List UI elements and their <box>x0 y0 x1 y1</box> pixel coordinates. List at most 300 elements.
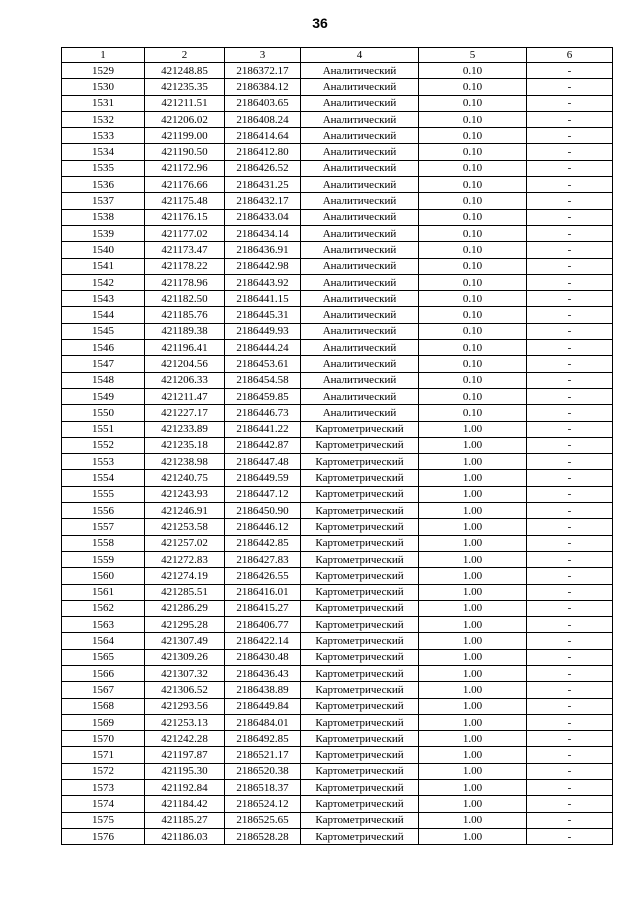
table-cell: Картометрический <box>301 535 419 551</box>
table-cell: 421242.28 <box>145 731 225 747</box>
table-row <box>62 437 613 453</box>
table-row <box>62 372 613 388</box>
table-row <box>62 144 613 160</box>
table-cell: 2186450.90 <box>225 503 301 519</box>
table-cell: 1545 <box>62 323 145 339</box>
table-cell: 421274.19 <box>145 568 225 584</box>
table-cell: 0.10 <box>419 356 527 372</box>
table-cell: 1559 <box>62 551 145 567</box>
table-cell: 1541 <box>62 258 145 274</box>
table-cell: 0.10 <box>419 405 527 421</box>
table-body <box>62 63 613 845</box>
table-row <box>62 649 613 665</box>
table-cell: 2186415.27 <box>225 600 301 616</box>
table-cell: - <box>527 274 613 290</box>
table-cell: 421176.15 <box>145 209 225 225</box>
table-cell: Аналитический <box>301 291 419 307</box>
table-cell: 0.10 <box>419 340 527 356</box>
table-cell: 0.10 <box>419 95 527 111</box>
table-cell: 421185.27 <box>145 812 225 828</box>
table-cell: 421192.84 <box>145 780 225 796</box>
table-row <box>62 323 613 339</box>
table-cell: 421197.87 <box>145 747 225 763</box>
table-cell: 1548 <box>62 372 145 388</box>
table-cell: 2186446.12 <box>225 519 301 535</box>
table-cell: 1558 <box>62 535 145 551</box>
table-cell: 1568 <box>62 698 145 714</box>
table-row <box>62 79 613 95</box>
table-cell: Аналитический <box>301 63 419 79</box>
table-cell: Картометрический <box>301 747 419 763</box>
table-cell: 2186416.01 <box>225 584 301 600</box>
table-cell: 1.00 <box>419 617 527 633</box>
table-cell: 421211.51 <box>145 95 225 111</box>
table-cell: 421309.26 <box>145 649 225 665</box>
table-row <box>62 242 613 258</box>
table-cell: 1.00 <box>419 747 527 763</box>
table-cell: 0.10 <box>419 144 527 160</box>
table-cell: - <box>527 584 613 600</box>
table-cell: - <box>527 421 613 437</box>
table-cell: - <box>527 535 613 551</box>
table-cell: 421253.13 <box>145 714 225 730</box>
table-cell: 1564 <box>62 633 145 649</box>
table-cell: 1553 <box>62 454 145 470</box>
table-cell: 421295.28 <box>145 617 225 633</box>
table-cell: - <box>527 617 613 633</box>
table-cell: 2186434.14 <box>225 225 301 241</box>
table-cell: 2186406.77 <box>225 617 301 633</box>
table-row <box>62 274 613 290</box>
table-cell: 2186520.38 <box>225 763 301 779</box>
table-cell: Аналитический <box>301 356 419 372</box>
table-cell: 1.00 <box>419 731 527 747</box>
table-cell: 2186431.25 <box>225 177 301 193</box>
table-cell: 1572 <box>62 763 145 779</box>
table-cell: Аналитический <box>301 144 419 160</box>
table-cell: - <box>527 470 613 486</box>
table-cell: 421238.98 <box>145 454 225 470</box>
table-cell: 1.00 <box>419 535 527 551</box>
table-cell: Картометрический <box>301 763 419 779</box>
table-row <box>62 584 613 600</box>
table-cell: 2186453.61 <box>225 356 301 372</box>
table-cell: 1.00 <box>419 600 527 616</box>
table-cell: 421243.93 <box>145 486 225 502</box>
table-cell: 1536 <box>62 177 145 193</box>
table-row <box>62 617 613 633</box>
table-cell: 2186447.12 <box>225 486 301 502</box>
table-cell: - <box>527 323 613 339</box>
table-cell: 1549 <box>62 388 145 404</box>
table-row <box>62 356 613 372</box>
table-cell: 2186436.91 <box>225 242 301 258</box>
table-row <box>62 340 613 356</box>
table-cell: 1.00 <box>419 470 527 486</box>
table-row <box>62 111 613 127</box>
table-cell: Картометрический <box>301 633 419 649</box>
table-row <box>62 747 613 763</box>
table-cell: 2186484.01 <box>225 714 301 730</box>
table-cell: - <box>527 209 613 225</box>
table-cell: 1538 <box>62 209 145 225</box>
table-cell: 421307.49 <box>145 633 225 649</box>
table-cell: 421233.89 <box>145 421 225 437</box>
table-cell: - <box>527 828 613 844</box>
table-cell: 421175.48 <box>145 193 225 209</box>
table-row <box>62 225 613 241</box>
table-cell: - <box>527 388 613 404</box>
table-cell: 1.00 <box>419 665 527 681</box>
table-cell: 421199.00 <box>145 128 225 144</box>
table-cell: 2186449.59 <box>225 470 301 486</box>
table-cell: - <box>527 63 613 79</box>
table-cell: 1576 <box>62 828 145 844</box>
table-cell: - <box>527 340 613 356</box>
table-cell: 1.00 <box>419 763 527 779</box>
table-cell: - <box>527 796 613 812</box>
table-cell: Аналитический <box>301 388 419 404</box>
table-cell: 421190.50 <box>145 144 225 160</box>
table-row <box>62 682 613 698</box>
table-cell: Аналитический <box>301 372 419 388</box>
table-cell: 1547 <box>62 356 145 372</box>
page-number: 36 <box>312 15 328 31</box>
table-cell: 1554 <box>62 470 145 486</box>
table-cell: 1565 <box>62 649 145 665</box>
table-cell: Аналитический <box>301 95 419 111</box>
column-header: 5 <box>419 48 527 63</box>
table-row <box>62 486 613 502</box>
table-row <box>62 193 613 209</box>
table-row <box>62 63 613 79</box>
table-row <box>62 731 613 747</box>
table-cell: 2186442.85 <box>225 535 301 551</box>
table-cell: - <box>527 291 613 307</box>
table-cell: 2186446.73 <box>225 405 301 421</box>
table-cell: Аналитический <box>301 79 419 95</box>
table-cell: 0.10 <box>419 388 527 404</box>
table-cell: 0.10 <box>419 111 527 127</box>
table-cell: 1551 <box>62 421 145 437</box>
table-cell: 1575 <box>62 812 145 828</box>
table-cell: Картометрический <box>301 421 419 437</box>
column-header: 6 <box>527 48 613 63</box>
table-cell: 1.00 <box>419 503 527 519</box>
table-row <box>62 633 613 649</box>
table-cell: 2186444.24 <box>225 340 301 356</box>
table-cell: 1543 <box>62 291 145 307</box>
table-cell: 421235.35 <box>145 79 225 95</box>
table-cell: 1540 <box>62 242 145 258</box>
table-cell: Картометрический <box>301 812 419 828</box>
table-cell: Аналитический <box>301 111 419 127</box>
table-cell: 2186372.17 <box>225 63 301 79</box>
table-cell: - <box>527 372 613 388</box>
table-cell: 1.00 <box>419 421 527 437</box>
table-cell: 2186449.84 <box>225 698 301 714</box>
table-cell: 0.10 <box>419 242 527 258</box>
table-cell: 421253.58 <box>145 519 225 535</box>
table-cell: 2186438.89 <box>225 682 301 698</box>
table-cell: 2186384.12 <box>225 79 301 95</box>
table-cell: 1533 <box>62 128 145 144</box>
table-cell: 421178.96 <box>145 274 225 290</box>
table-cell: 1.00 <box>419 649 527 665</box>
table-row <box>62 454 613 470</box>
table-cell: 1529 <box>62 63 145 79</box>
table-cell: 1542 <box>62 274 145 290</box>
table-cell: 2186426.52 <box>225 160 301 176</box>
table-cell: Аналитический <box>301 340 419 356</box>
table-cell: 1557 <box>62 519 145 535</box>
table-cell: 0.10 <box>419 225 527 241</box>
table-cell: Картометрический <box>301 503 419 519</box>
table-cell: 421285.51 <box>145 584 225 600</box>
table-cell: 1546 <box>62 340 145 356</box>
table-row <box>62 503 613 519</box>
table-cell: 2186449.93 <box>225 323 301 339</box>
table-cell: 2186528.28 <box>225 828 301 844</box>
table-row <box>62 812 613 828</box>
table-row <box>62 160 613 176</box>
table-cell: - <box>527 714 613 730</box>
table-cell: - <box>527 649 613 665</box>
table-cell: 421189.38 <box>145 323 225 339</box>
table-cell: 421186.03 <box>145 828 225 844</box>
table-cell: - <box>527 503 613 519</box>
table-cell: 1562 <box>62 600 145 616</box>
table-cell: 2186422.14 <box>225 633 301 649</box>
table-cell: Аналитический <box>301 209 419 225</box>
table-cell: 421195.30 <box>145 763 225 779</box>
table-row <box>62 780 613 796</box>
table-cell: 0.10 <box>419 128 527 144</box>
table-cell: 1531 <box>62 95 145 111</box>
table-cell: 2186441.15 <box>225 291 301 307</box>
table-cell: Картометрический <box>301 796 419 812</box>
table-cell: 1567 <box>62 682 145 698</box>
table-cell: 0.10 <box>419 177 527 193</box>
table-cell: 2186454.58 <box>225 372 301 388</box>
table-cell: 2186445.31 <box>225 307 301 323</box>
table-cell: - <box>527 356 613 372</box>
table-cell: Картометрический <box>301 437 419 453</box>
table-cell: 2186518.37 <box>225 780 301 796</box>
table-cell: Аналитический <box>301 405 419 421</box>
table-cell: - <box>527 551 613 567</box>
table-cell: 1570 <box>62 731 145 747</box>
table-cell: 2186524.12 <box>225 796 301 812</box>
table-cell: 2186492.85 <box>225 731 301 747</box>
table-cell: Картометрический <box>301 617 419 633</box>
table-cell: 421286.29 <box>145 600 225 616</box>
table-cell: 1.00 <box>419 437 527 453</box>
table-cell: Аналитический <box>301 128 419 144</box>
table-cell: 421257.02 <box>145 535 225 551</box>
table-cell: - <box>527 128 613 144</box>
table-cell: - <box>527 568 613 584</box>
table-row <box>62 421 613 437</box>
table-cell: 1.00 <box>419 568 527 584</box>
table-cell: Картометрический <box>301 584 419 600</box>
table-row <box>62 551 613 567</box>
table-cell: 1544 <box>62 307 145 323</box>
table-row <box>62 307 613 323</box>
table-cell: 0.10 <box>419 63 527 79</box>
table-cell: 1552 <box>62 437 145 453</box>
table-cell: - <box>527 258 613 274</box>
table-cell: 1.00 <box>419 633 527 649</box>
table-cell: 1.00 <box>419 486 527 502</box>
table-cell: 421185.76 <box>145 307 225 323</box>
table-cell: 2186403.65 <box>225 95 301 111</box>
table-row <box>62 209 613 225</box>
table-cell: Картометрический <box>301 454 419 470</box>
table-cell: - <box>527 633 613 649</box>
table-cell: 1532 <box>62 111 145 127</box>
table-cell: Аналитический <box>301 160 419 176</box>
table-cell: 421307.32 <box>145 665 225 681</box>
table-cell: 2186521.17 <box>225 747 301 763</box>
table-cell: 421204.56 <box>145 356 225 372</box>
table-row <box>62 600 613 616</box>
table-cell: - <box>527 780 613 796</box>
table-cell: 421206.33 <box>145 372 225 388</box>
table-cell: Аналитический <box>301 242 419 258</box>
table-cell: 421182.50 <box>145 291 225 307</box>
column-header: 2 <box>145 48 225 63</box>
table-cell: 1563 <box>62 617 145 633</box>
table-cell: - <box>527 307 613 323</box>
table-cell: 421206.02 <box>145 111 225 127</box>
table-cell: 2186441.22 <box>225 421 301 437</box>
table-cell: Аналитический <box>301 193 419 209</box>
table-cell: 1569 <box>62 714 145 730</box>
table-row <box>62 177 613 193</box>
table-cell: 1530 <box>62 79 145 95</box>
table-cell: Картометрический <box>301 698 419 714</box>
table-row <box>62 519 613 535</box>
table-cell: 421172.96 <box>145 160 225 176</box>
table-cell: - <box>527 79 613 95</box>
table-row <box>62 828 613 844</box>
table-cell: 1537 <box>62 193 145 209</box>
table-cell: 2186432.17 <box>225 193 301 209</box>
table-cell: - <box>527 242 613 258</box>
table-cell: 2186447.48 <box>225 454 301 470</box>
table-cell: Аналитический <box>301 307 419 323</box>
table-row <box>62 698 613 714</box>
table-cell: 2186433.04 <box>225 209 301 225</box>
table-cell: 421184.42 <box>145 796 225 812</box>
table-cell: 2186430.48 <box>225 649 301 665</box>
table-cell: 0.10 <box>419 160 527 176</box>
table-cell: 0.10 <box>419 291 527 307</box>
table-cell: 421293.56 <box>145 698 225 714</box>
table-row <box>62 763 613 779</box>
table-cell: 1.00 <box>419 551 527 567</box>
table-cell: - <box>527 731 613 747</box>
table-cell: 2186412.80 <box>225 144 301 160</box>
table-cell: 421196.41 <box>145 340 225 356</box>
table-cell: 0.10 <box>419 193 527 209</box>
table-cell: 421306.52 <box>145 682 225 698</box>
table-header-row <box>62 48 613 63</box>
table-cell: - <box>527 812 613 828</box>
table-row <box>62 95 613 111</box>
table-cell: - <box>527 682 613 698</box>
column-header: 3 <box>225 48 301 63</box>
table-cell: 421248.85 <box>145 63 225 79</box>
table-cell: 1.00 <box>419 454 527 470</box>
table-cell: 421227.17 <box>145 405 225 421</box>
table-row <box>62 291 613 307</box>
table-cell: 2186525.65 <box>225 812 301 828</box>
table-row <box>62 714 613 730</box>
table-cell: 1.00 <box>419 828 527 844</box>
table-cell: - <box>527 519 613 535</box>
table-cell: 1535 <box>62 160 145 176</box>
table-cell: 1.00 <box>419 682 527 698</box>
table-cell: Картометрический <box>301 731 419 747</box>
table-cell: 1.00 <box>419 584 527 600</box>
table-cell: 2186442.87 <box>225 437 301 453</box>
table-cell: 421246.91 <box>145 503 225 519</box>
table-cell: 1.00 <box>419 698 527 714</box>
table-cell: - <box>527 665 613 681</box>
table-cell: 2186459.85 <box>225 388 301 404</box>
table-cell: Аналитический <box>301 274 419 290</box>
table-cell: 1555 <box>62 486 145 502</box>
table-cell: 1573 <box>62 780 145 796</box>
table-row <box>62 258 613 274</box>
table-cell: Аналитический <box>301 258 419 274</box>
table-cell: Картометрический <box>301 714 419 730</box>
table-cell: 2186414.64 <box>225 128 301 144</box>
table-cell: 1574 <box>62 796 145 812</box>
table-cell: 1534 <box>62 144 145 160</box>
column-header: 4 <box>301 48 419 63</box>
table-cell: Картометрический <box>301 519 419 535</box>
table-cell: 2186443.92 <box>225 274 301 290</box>
table-cell: 1571 <box>62 747 145 763</box>
table-cell: - <box>527 160 613 176</box>
table-cell: 421177.02 <box>145 225 225 241</box>
coordinates-table <box>61 47 613 845</box>
table-cell: Аналитический <box>301 177 419 193</box>
table-cell: 421235.18 <box>145 437 225 453</box>
table-cell: 421240.75 <box>145 470 225 486</box>
table-row <box>62 568 613 584</box>
table-cell: Картометрический <box>301 551 419 567</box>
table-cell: - <box>527 747 613 763</box>
table-row <box>62 388 613 404</box>
table-cell: 0.10 <box>419 323 527 339</box>
table-cell: Картометрический <box>301 649 419 665</box>
table-cell: Картометрический <box>301 486 419 502</box>
table-cell: Картометрический <box>301 568 419 584</box>
table-row <box>62 796 613 812</box>
table-cell: 1.00 <box>419 519 527 535</box>
table-cell: 2186427.83 <box>225 551 301 567</box>
table-cell: 2186436.43 <box>225 665 301 681</box>
table-cell: 421173.47 <box>145 242 225 258</box>
table-cell: Картометрический <box>301 470 419 486</box>
table-cell: 0.10 <box>419 372 527 388</box>
table-cell: Картометрический <box>301 600 419 616</box>
table-row <box>62 535 613 551</box>
